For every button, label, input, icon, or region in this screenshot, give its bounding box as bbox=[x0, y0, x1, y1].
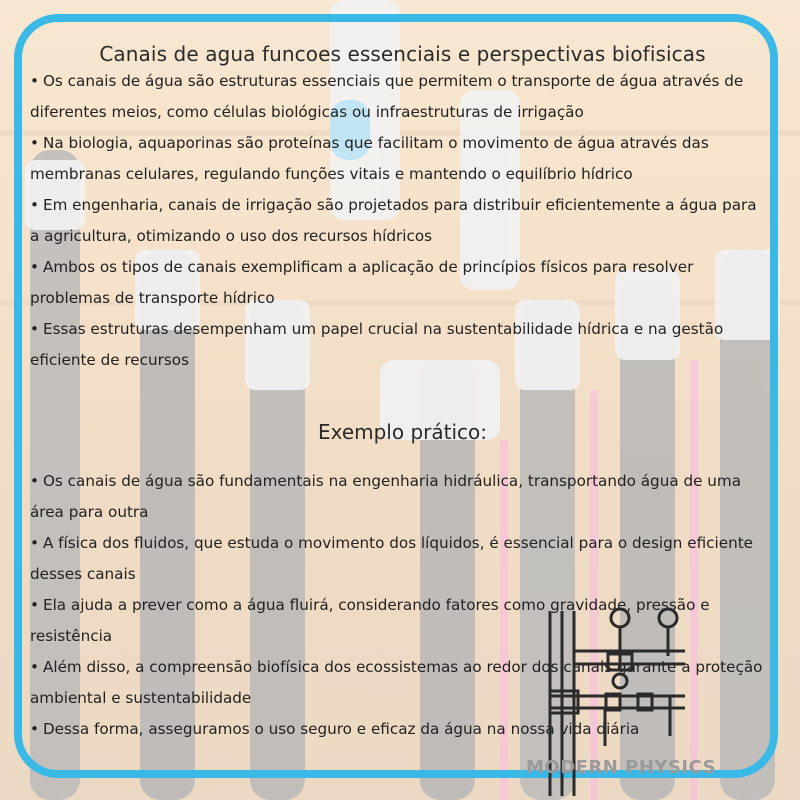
section-subtitle: Exemplo prático: bbox=[317, 420, 488, 444]
bullet-text: Dessa forma, asseguramos o uso seguro e eficaz da água na nossa vida diária bbox=[42, 720, 640, 738]
bullet-text: Na biologia, aquaporinas são proteínas que facilitam o movimento de água através das membranas celulares, regulando funções vitais e mantendo o equilíbrio hídrico bbox=[30, 134, 709, 183]
bullet-marker: • bbox=[30, 472, 39, 490]
bullet-marker: • bbox=[30, 534, 39, 552]
bullet-text: Em engenharia, canais de irrigação são projetados para distribuir eficientemente a água para a agricultura, otimizando o uso dos recursos hídricos bbox=[30, 196, 757, 245]
bullet-text: Ambos os tipos de canais exemplificam a aplicação de princípios físicos para resolver problemas de transporte hídrico bbox=[30, 258, 694, 307]
bullet-point bbox=[30, 252, 775, 314]
bullet-text: A física dos fluidos, que estuda o movimento dos líquidos, é essencial para o design eficiente desses canais bbox=[30, 534, 753, 583]
bullet-point bbox=[30, 190, 775, 252]
bullet-point bbox=[30, 314, 775, 376]
bullet-text: Além disso, a compreensão biofísica dos ecossistemas ao redor dos canais garante a proteção ambiental e sustentabilidade bbox=[30, 658, 763, 707]
bullet-marker: • bbox=[30, 320, 39, 338]
bullet-point bbox=[30, 66, 775, 128]
logo-wordmark: MODERN PHYSICS bbox=[526, 757, 717, 778]
bullet-marker: • bbox=[30, 196, 39, 214]
bullet-marker: • bbox=[30, 720, 39, 738]
page-title: Canais de agua funcoes essenciais e perspectivas biofisicas bbox=[99, 42, 706, 66]
bullet-marker: • bbox=[30, 658, 39, 676]
bullet-text: Os canais de água são fundamentais na engenharia hidráulica, transportando água de uma área para outra bbox=[30, 472, 742, 521]
bullet-text: Os canais de água são estruturas essenciais que permitem o transporte de água através de diferentes meios, como células biológicas ou infraestruturas de irrigação bbox=[30, 72, 744, 121]
bullet-point bbox=[30, 128, 775, 190]
bullet-text: Ela ajuda a prever como a água fluirá, considerando fatores como gravidade, pressão e resistência bbox=[30, 596, 710, 645]
bullet-point bbox=[30, 528, 775, 590]
bullet-text: Essas estruturas desempenham um papel crucial na sustentabilidade hídrica e na gestão eficiente de recursos bbox=[30, 320, 724, 369]
bullet-marker: • bbox=[30, 258, 39, 276]
bullet-marker: • bbox=[30, 134, 39, 152]
main-points-list bbox=[30, 66, 775, 376]
bullet-marker: • bbox=[30, 596, 39, 614]
bullet-point bbox=[30, 466, 775, 528]
bullet-marker: • bbox=[30, 72, 39, 90]
